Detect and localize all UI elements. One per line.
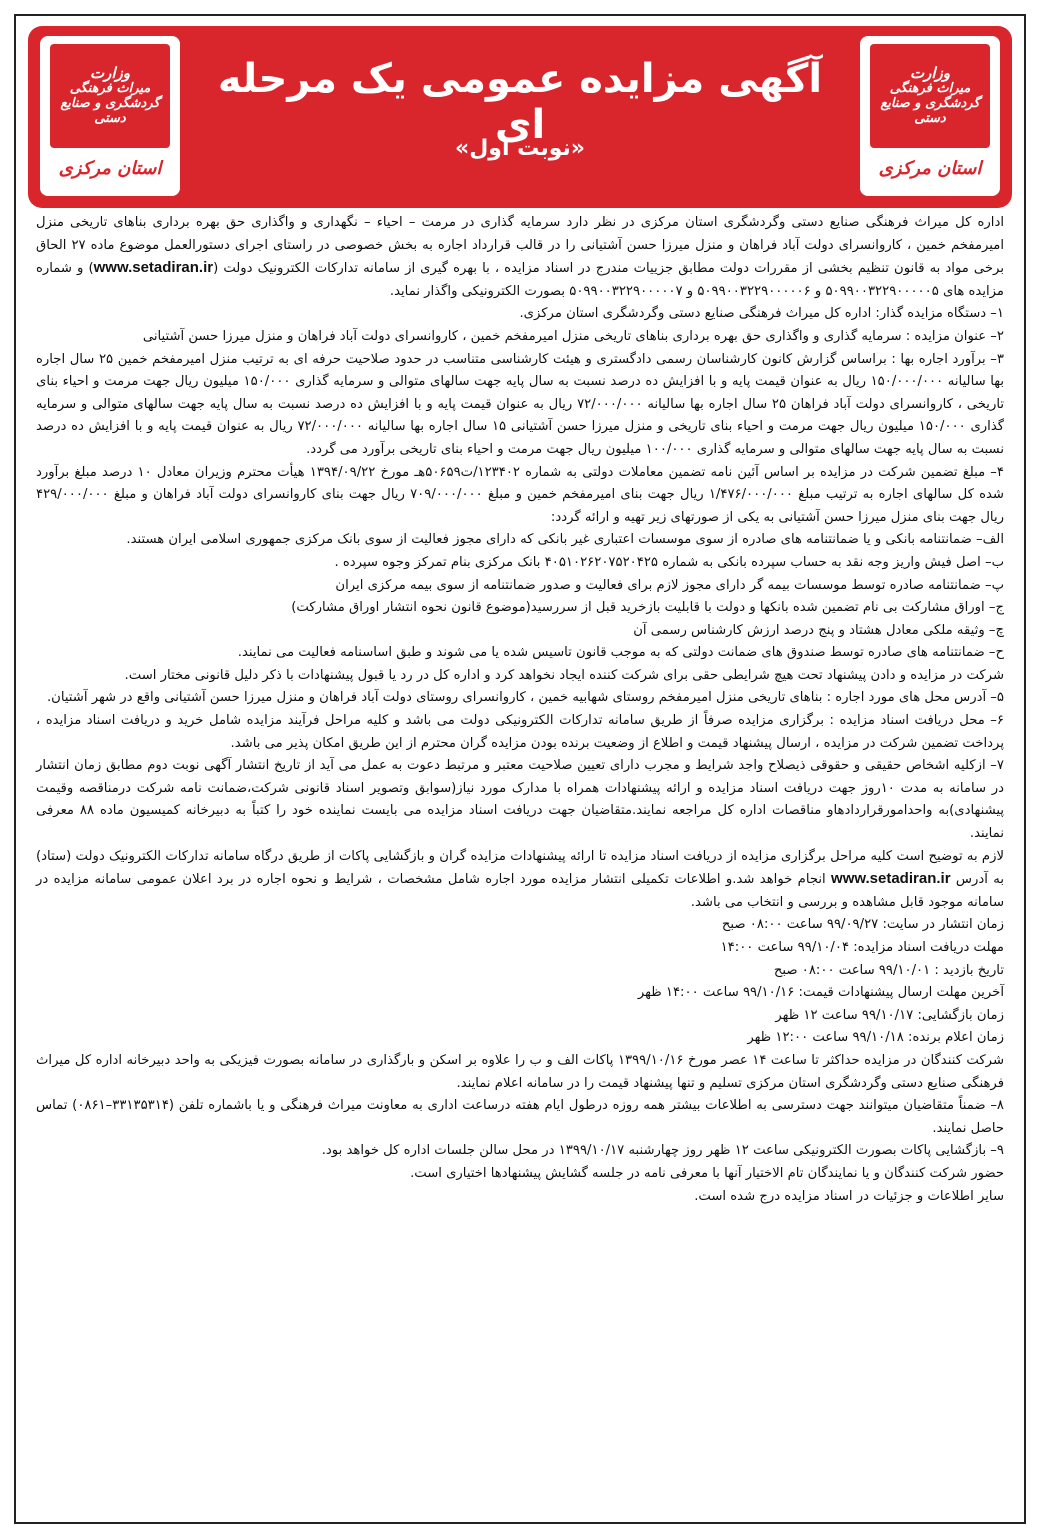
guarantee-alef: الف– ضمانتنامه بانکی و یا ضمانتنامه های صادره از سوی موسسات اعتباری غیر بانکی که دارای مجوز فعالیت از سوی بانک مرکزی جمهوری اسلامی ایران هستند. [126, 532, 1004, 548]
guarantee-pe: پ– ضمانتنامه صادره توسط موسسات بیمه گر دارای مجوز لازم برای فعالیت و صدور ضمانتنامه از سوی بیمه مرکزی ایران [335, 577, 1004, 593]
logo-line-2: میراث فرهنگی [69, 81, 151, 97]
note-2-text-2: انجام خواهد شد.و اطلاعات تکمیلی انتشار مزایده مورد اجاره شامل مشخصات ، شرایط و نحوه اجاره در برد اعلان عمومی سامانه مزایده در سامانه موجود قابل مشاهده و بررسی و انتخاب می باشد. [36, 872, 1004, 910]
note-4: حضور شرکت کنندگان و یا نمایندگان تام الاختیار آنها با معرفی نامه در جلسه گشایش پیشنهادها اختیاری است. [410, 1165, 1004, 1181]
logo-line-2: میراث فرهنگی [889, 81, 971, 97]
logo-line-3: گردشگری و صنایع دستی [60, 96, 160, 127]
date-publish: زمان انتشار در سایت: ۹۹/۰۹/۲۷ ساعت ۰۸:۰۰ صبح [721, 917, 1004, 933]
guarantee-jim: ج– اوراق مشارکت بی نام تضمین شده بانکها و دولت با قابلیت بازخرید قبل از سررسید(موضوع قانون نحوه انتشار اوراق مشارکت) [291, 600, 1004, 616]
ministry-logo-left [40, 36, 180, 196]
item-4: ۴– مبلغ تضمین شرکت در مزایده بر اساس آئین نامه تضمین معاملات دولتی به شماره ۱۲۳۴۰۲/ت۵۰۶۵۹هـ مورخ ۱۳۹۴/۰۹/۲۲ هیأت محترم وزیران معادل ۱۰ درصد مبلغ برآورد شده کل سالهای اجاره به ترتیب مبلغ ۱/۴۷۶/۰۰۰/۰۰۰ ریال جهت بنای امیرمفخم خمین و مبلغ ۷۰۹/۰۰۰/۰۰۰ ریال جهت بنای کاروانسرای دولت آباد فراهان و مبلغ ۴۲۹/۰۰۰/۰۰۰ ریال جهت بنای منزل میرزا حسن آشتیانی به یکی از صورتهای زیر تهیه و ارائه گردد: [36, 464, 1004, 525]
intro-paragraph [36, 212, 1004, 303]
guarantee-che: چ– وثیقه ملکی معادل هشتاد و پنج درصد ارزش کارشناس رسمی آن [633, 622, 1004, 638]
ministry-logo-right [860, 36, 1000, 196]
date-winner: زمان اعلام برنده: ۹۹/۱۰/۱۸ ساعت ۱۲:۰۰ ظهر [747, 1030, 1004, 1046]
intro-text: اداره کل میراث فرهنگی صنایع دستی وگردشگری استان مرکزی در نظر دارد سرمایه گذاری در مرمت – احیاء – نگهداری و واگذاری حق بهره برداری بناهای تاریخی منزل امیرمفخم خمین ، کاروانسرای دولت آباد فراهان و منزل میرزا حسن آشتیانی را در قالب قرارداد اجاره به بخش خصوصی در راستای اجرای دستورالعمل موضوع ماده ۲۷ الحاق برخی مواد به قانون تنظیم بخشی از مقررات دولت مطابق جزییات مندرج در اسناد مزایده ، با بهره گیری از سامانه تدارکات الکترونیک دولت ( [36, 215, 1004, 277]
item-9: ۹– بازگشایی پاکات بصورت الکترونیکی ساعت ۱۲ ظهر روز چهارشنبه ۱۳۹۹/۱۰/۱۷ در محل سالن جلسات اداره کل خواهد بود. [321, 1143, 1004, 1159]
note-3: شرکت کنندگان در مزایده حداکثر تا ساعت ۱۴ عصر مورخ ۱۳۹۹/۱۰/۱۶ پاکات الف و ب را علاوه بر اسکن و بارگذاری در سامانه بصورت فیزیکی به واحد دبیرخانه اداره کل میراث فرهنگی صنایع دستی وگردشگری استان مرکزی تسلیم و تنها پیشنهاد قیمت را در سامانه اعلام نمایند. [36, 1052, 1004, 1091]
item-3: ۳– برآورد اجاره بها : براساس گزارش کانون کارشناسان رسمی دادگستری و هیئت کارشناسی متناسب در حدود صلاحیت حرفه ای به ترتیب منزل امیرمفخم خمین ۲۵ سال اجاره بها سالیانه ۱۵۰/۰۰۰/۰۰۰ ریال به عنوان قیمت پایه و با افزایش ده درصد نسبت به سال پایه جهت سالهای متوالی و سرمایه گذاری ۱۵۰/۰۰۰ میلیون ریال جهت مرمت و احیاء بنای تاریخی ، کاروانسرای دولت آباد فراهان ۲۵ سال اجاره بها سالیانه ۷۲/۰۰۰/۰۰۰ ریال به عنوان قیمت پایه و با افزایش ده درصد نسبت به سال پایه جهت سالهای متوالی و سرمایه گذاری ۱۵۰/۰۰۰ میلیون ریال جهت مرمت و احیاء بنای تاریخی و منزل میرزا حسن آشتیانی ۱۵ سال اجاره بها سالیانه ۷۲/۰۰۰/۰۰۰ ریال به عنوان قیمت پایه و با افزایش ده درصد نسبت به سال پایه جهت سالهای متوالی و سرمایه گذاری ۱۰۰/۰۰۰ میلیون ریال جهت مرمت و احیاء بنای تاریخی برآورد می گردد. [36, 351, 1005, 457]
intro-text-2: ) و شماره مزایده های ۵۰۹۹۰۰۳۲۲۹۰۰۰۰۰۵ و ۵۰۹۹۰۰۳۲۲۹۰۰۰۰۰۶ و ۵۰۹۹۰۰۳۲۲۹۰۰۰۰۰۷ بصورت الکترونیکی واگذار نمايد. [36, 261, 1004, 299]
logo-emblem [870, 44, 990, 148]
note-2-text: لازم به توضیح است کلیه مراحل برگزاری مزایده از دریافت اسناد مزایده تا ارائه پیشنهادات مزایده گران و بازگشایی پاکات از طریق درگاه سامانه تدارکات الکترونیک دولت (ستاد) به آدرس [36, 848, 1004, 888]
guarantee-be: ب– اصل فیش واریز وجه نقد به حساب سپرده بانکی به شماره ۴۰۵۱۰۲۶۲۰۷۵۲۰۴۲۵ بانک مرکزی بنام تمرکز وجوه سپرده . [334, 554, 1004, 570]
ad-frame [14, 14, 1026, 1524]
header-banner [28, 26, 1012, 208]
date-bid-deadline: آخرین مهلت ارسال پیشنهادات قیمت: ۹۹/۱۰/۱۶ ساعت ۱۴:۰۰ ظهر [637, 985, 1004, 1001]
date-opening: زمان بازگشایی: ۹۹/۱۰/۱۷ ساعت ۱۲ ظهر [775, 1007, 1004, 1023]
item-7: ۷– ازکلیه اشخاص حقیقی و حقوقی ذیصلاح واجد شرایط و مجرب دارای تعیین صلاحیت معتبر و مرتبط دعوت به عمل می آید از تاریخ انتشار آگهی نوبت دوم مطابق زمان انتشار در سامانه به مدت ۱۰روز جهت دریافت اسناد مزایده و ارائه پیشنهادات همراه با مدارک مورد نیاز(سوابق وتصویر اسناد قانونی شرکت،ضمانت نامه شرکت درمناقصه وقیمت پیشنهادی)به واحدامورقراردادهاو مناقصات اداره کل مراجعه نمایند.متقاضیان جهت دریافت اسناد مزایده می بایست نماینده خود را کتباً به دبیرخانه کمیسیون ماده ۸۸ معرفی نمایند. [36, 758, 1005, 842]
logo-line-1: وزارت [909, 63, 951, 82]
setad-url[interactable]: www.setadiran.ir [93, 259, 214, 277]
logo-province: استان مرکزی [58, 158, 162, 179]
ad-body [36, 212, 1004, 1208]
item-6: ۶– محل دریافت اسناد مزایده : برگزاری مزایده صرفاً از طریق سامانه تدارکات الکترونیکی دولت می باشد و کلیه مراحل فرآیند مزایده شامل خرید و دریافت اسناد مزایده ، پرداخت تضمین شرکت در مزایده ، ارسال پیشنهاد قیمت و اطلاع از وضعیت برنده بودن مزایده گران محترم از این طریق امکان پذیر می باشد. [36, 713, 1004, 751]
date-docs-deadline: مهلت دریافت اسناد مزایده: ۹۹/۱۰/۰۴ ساعت ۱۴:۰۰ [720, 940, 1004, 955]
item-2: ۲– عنوان مزایده : سرمایه گذاری و واگذاری حق بهره برداری بناهای تاریخی منزل امیرمفخم خمین ، کاروانسرای دولت آباد فراهان و منزل میرزا حسن آشتیانی [142, 328, 1004, 344]
logo-line-1: وزارت [89, 63, 131, 82]
item-5: ۵– آدرس محل های مورد اجاره : بناهای تاریخی منزل امیرمفخم روستای شهابیه خمین ، کاروانسرای روستای دولت آباد فراهان و منزل میرزا حسن آشتیانی واقع در شهر آشتیان. [46, 690, 1004, 706]
setad-url-2[interactable]: www.setadiran.ir [831, 870, 951, 888]
note-2 [36, 846, 1004, 915]
item-8: ۸– ضمناً متقاضیان میتوانند جهت دسترسی به اطلاعات بیشتر همه روزه درطول ایام هفته درساعت اداری به معاونت میراث فرهنگی و یا باشماره تلفن (۳۳۱۳۵۳۱۴–۰۸۶۱) تماس حاصل نمایند. [36, 1098, 1005, 1136]
page-title: آگهی مزایده عمومی یک مرحله ای [217, 56, 823, 148]
guarantee-he: ح– ضمانتنامه های صادره توسط صندوق های ضمانت دولتی که به موجب قانون تاسیس شده یا می شوند و طبق اساسنامه فعالیت می نمایند. [237, 645, 1004, 661]
item-1: ۱– دستگاه مزایده گذار: اداره کل میراث فرهنگی صنایع دستی وگردشگری استان مرکزی. [519, 306, 1004, 322]
logo-emblem [50, 44, 170, 148]
logo-province: استان مرکزی [878, 158, 982, 179]
logo-line-3: گردشگری و صنایع دستی [880, 96, 980, 127]
page-subtitle: «نوبت اول» [455, 136, 585, 161]
note-5: سایر اطلاعات و جزئیات در اسناد مزایده درج شده است. [694, 1188, 1004, 1204]
note-1: شرکت در مزایده و دادن پیشنهاد تحت هیچ شرایطی حقی برای شرکت کننده ایجاد نخواهد کرد و اداره کل در رد یا قبول پیشنهادات با ذکر دلیل قانونی مختار است. [124, 667, 1004, 683]
date-visit: تاریخ بازدید : ۹۹/۱۰/۰۱ ساعت ۰۸:۰۰ صبح [773, 962, 1004, 978]
